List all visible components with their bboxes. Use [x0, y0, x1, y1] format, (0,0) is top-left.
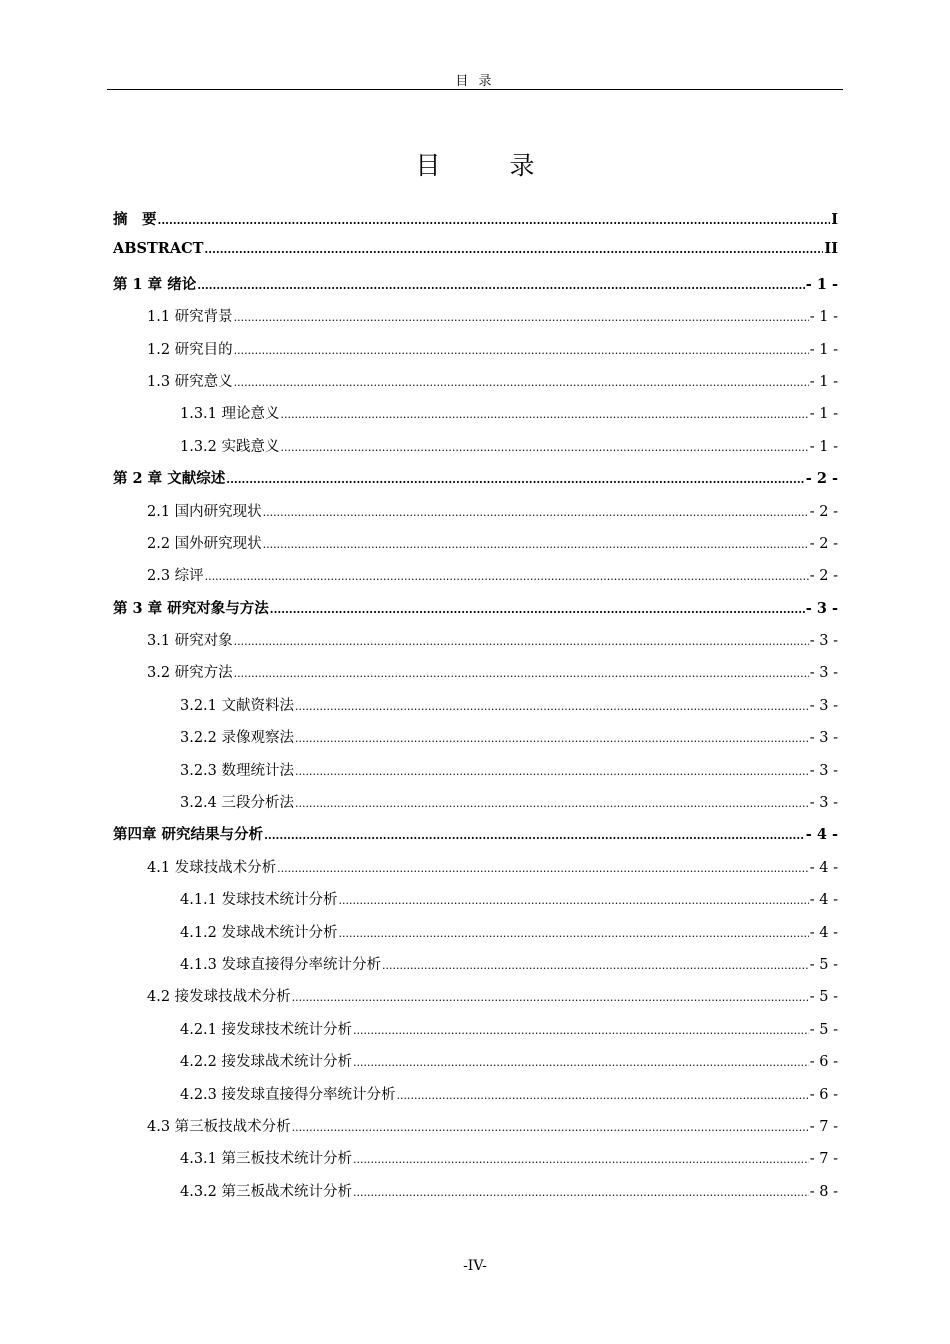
- toc-dot-leader: [295, 765, 809, 778]
- toc-entry-page: - 2 -: [809, 568, 838, 585]
- toc-entry-page: - 6 -: [809, 1054, 838, 1071]
- toc-entry[interactable]: [113, 500, 838, 532]
- toc-entry-label: 3.1 研究对象: [147, 633, 233, 650]
- toc-entry-page: - 1 -: [809, 341, 838, 358]
- toc-entry-page: - 3 -: [809, 730, 838, 747]
- toc-entry-page: - 1 -: [809, 373, 838, 390]
- page-number: -IV-: [463, 1258, 487, 1274]
- toc-entry-label: 3.2.1 文献资料法: [180, 697, 295, 714]
- toc-entry-label: 第四章 研究结果与分析: [113, 826, 264, 844]
- toc-entry-page: - 7 -: [809, 1118, 838, 1135]
- toc-dot-leader: [264, 829, 805, 842]
- toc-entry-label: 3.2.4 三段分析法: [180, 795, 295, 812]
- toc-entry[interactable]: [113, 759, 838, 791]
- toc-entry[interactable]: [113, 240, 838, 272]
- toc-dot-leader: [234, 667, 809, 680]
- toc-dot-leader: [263, 538, 809, 551]
- toc-title: 目 录: [415, 151, 557, 180]
- toc-dot-leader: [353, 1024, 809, 1037]
- toc-entry[interactable]: [113, 370, 838, 402]
- toc-dot-leader: [204, 243, 823, 256]
- toc-entry[interactable]: [113, 661, 838, 693]
- toc-entry-page: - 3 -: [809, 665, 838, 682]
- toc-entry-label: 2.2 国外研究现状: [147, 535, 262, 552]
- toc-entry-page: - 2 -: [809, 503, 838, 520]
- toc-entry[interactable]: [113, 435, 838, 467]
- toc-entry-label: 2.1 国内研究现状: [147, 503, 262, 520]
- toc-entry-page: - 1 -: [809, 438, 838, 455]
- toc-entry-label: 1.3 研究意义: [147, 373, 233, 390]
- toc-dot-leader: [226, 473, 805, 486]
- toc-entry-page: - 5 -: [809, 1021, 838, 1038]
- toc-entry-label: 4.2 接发球技战术分析: [147, 989, 291, 1006]
- toc-entry[interactable]: [113, 1180, 838, 1212]
- toc-entry-page: II: [824, 240, 838, 258]
- toc-entry-page: - 8 -: [809, 1183, 838, 1200]
- header-rule: [107, 89, 843, 90]
- toc-dot-leader: [295, 732, 809, 745]
- toc-dot-leader: [295, 700, 809, 713]
- toc-dot-leader: [234, 376, 809, 389]
- toc-list: [113, 208, 838, 1212]
- toc-entry-label: 4.3.1 第三板技术统计分析: [180, 1151, 353, 1168]
- toc-dot-leader: [234, 311, 809, 324]
- toc-entry-page: I: [831, 211, 838, 228]
- toc-entry-page: - 2 -: [805, 470, 838, 488]
- toc-dot-leader: [339, 894, 809, 907]
- toc-entry[interactable]: [113, 953, 838, 985]
- toc-entry-label: 1.3.1 理论意义: [180, 406, 280, 423]
- toc-dot-leader: [270, 603, 805, 616]
- toc-entry-label: 4.1.3 发球直接得分率统计分析: [180, 956, 382, 973]
- toc-entry[interactable]: [113, 1018, 838, 1050]
- toc-dot-leader: [158, 214, 831, 227]
- toc-entry-label: 2.3 综评: [147, 568, 204, 585]
- toc-entry-label: 4.2.1 接发球技术统计分析: [180, 1021, 353, 1038]
- toc-entry-label: 4.3 第三板技战术分析: [147, 1118, 291, 1135]
- toc-entry-label: 第 2 章 文献综述: [113, 470, 226, 488]
- toc-entry-page: - 1 -: [809, 406, 838, 423]
- toc-entry-label: 第 3 章 研究对象与方法: [113, 599, 269, 617]
- toc-entry[interactable]: [113, 726, 838, 758]
- toc-entry-page: - 1 -: [805, 275, 838, 293]
- toc-dot-leader: [263, 506, 809, 519]
- toc-entry[interactable]: [113, 1147, 838, 1179]
- toc-entry-page: - 7 -: [809, 1151, 838, 1168]
- toc-entry-label: 4.2.2 接发球战术统计分析: [180, 1054, 353, 1071]
- toc-entry-label: 3.2.2 录像观察法: [180, 730, 295, 747]
- toc-entry-label: 1.2 研究目的: [147, 341, 233, 358]
- toc-entry-label: 3.2.3 数理统计法: [180, 762, 295, 779]
- toc-entry-label: 4.2.3 接发球直接得分率统计分析: [180, 1086, 396, 1103]
- toc-dot-leader: [292, 991, 809, 1004]
- toc-entry-page: - 4 -: [809, 892, 838, 909]
- toc-dot-leader: [292, 1121, 809, 1134]
- toc-entry-label: 4.3.2 第三板战术统计分析: [180, 1183, 353, 1200]
- toc-entry-label: 摘 要: [113, 211, 157, 228]
- toc-entry[interactable]: [113, 694, 838, 726]
- toc-entry-label: 第 1 章 绪论: [113, 275, 197, 293]
- toc-dot-leader: [281, 441, 809, 454]
- toc-entry-page: - 6 -: [809, 1086, 838, 1103]
- toc-entry[interactable]: [113, 1083, 838, 1115]
- toc-entry[interactable]: [113, 402, 838, 434]
- toc-entry[interactable]: [113, 564, 838, 596]
- toc-entry[interactable]: [113, 629, 838, 661]
- toc-entry[interactable]: [113, 856, 838, 888]
- toc-entry[interactable]: [113, 791, 838, 823]
- toc-entry[interactable]: [113, 208, 838, 240]
- toc-entry-label: 3.2 研究方法: [147, 665, 233, 682]
- toc-entry-page: - 2 -: [809, 535, 838, 552]
- toc-dot-leader: [234, 344, 809, 357]
- toc-entry-label: 4.1.1 发球技术统计分析: [180, 892, 338, 909]
- toc-entry[interactable]: [113, 985, 838, 1017]
- toc-entry-page: - 3 -: [809, 633, 838, 650]
- toc-entry[interactable]: [113, 823, 838, 855]
- toc-entry-page: - 5 -: [809, 956, 838, 973]
- toc-entry[interactable]: [113, 273, 838, 305]
- toc-entry[interactable]: [113, 338, 838, 370]
- toc-dot-leader: [353, 1153, 809, 1166]
- toc-entry-page: - 3 -: [809, 697, 838, 714]
- toc-dot-leader: [353, 1186, 809, 1199]
- toc-dot-leader: [197, 279, 805, 292]
- toc-entry-page: - 3 -: [809, 762, 838, 779]
- toc-entry[interactable]: [113, 467, 838, 499]
- toc-dot-leader: [353, 1056, 809, 1069]
- toc-dot-leader: [397, 1089, 809, 1102]
- toc-entry-label: 4.1 发球技战术分析: [147, 859, 277, 876]
- toc-entry[interactable]: [113, 305, 838, 337]
- toc-entry-label: ABSTRACT: [113, 240, 204, 258]
- toc-dot-leader: [277, 862, 809, 875]
- toc-dot-leader: [382, 959, 809, 972]
- toc-entry-page: - 4 -: [809, 924, 838, 941]
- toc-entry-page: - 1 -: [809, 309, 838, 326]
- toc-entry[interactable]: [113, 921, 838, 953]
- toc-entry[interactable]: [113, 1050, 838, 1082]
- toc-entry-label: 4.1.2 发球战术统计分析: [180, 924, 338, 941]
- toc-entry-page: - 4 -: [805, 826, 838, 844]
- toc-dot-leader: [234, 635, 809, 648]
- toc-entry-page: - 3 -: [809, 795, 838, 812]
- toc-entry-page: - 3 -: [805, 599, 838, 617]
- toc-entry-page: - 5 -: [809, 989, 838, 1006]
- toc-dot-leader: [281, 408, 809, 421]
- toc-entry[interactable]: [113, 888, 838, 920]
- toc-entry-label: 1.3.2 实践意义: [180, 438, 280, 455]
- toc-entry[interactable]: [113, 597, 838, 629]
- toc-dot-leader: [339, 927, 809, 940]
- running-header: 目 录: [455, 74, 495, 89]
- toc-entry-page: - 4 -: [809, 859, 838, 876]
- toc-dot-leader: [295, 797, 809, 810]
- toc-entry[interactable]: [113, 1115, 838, 1147]
- toc-entry[interactable]: [113, 532, 838, 564]
- toc-dot-leader: [205, 570, 809, 583]
- toc-entry-label: 1.1 研究背景: [147, 309, 233, 326]
